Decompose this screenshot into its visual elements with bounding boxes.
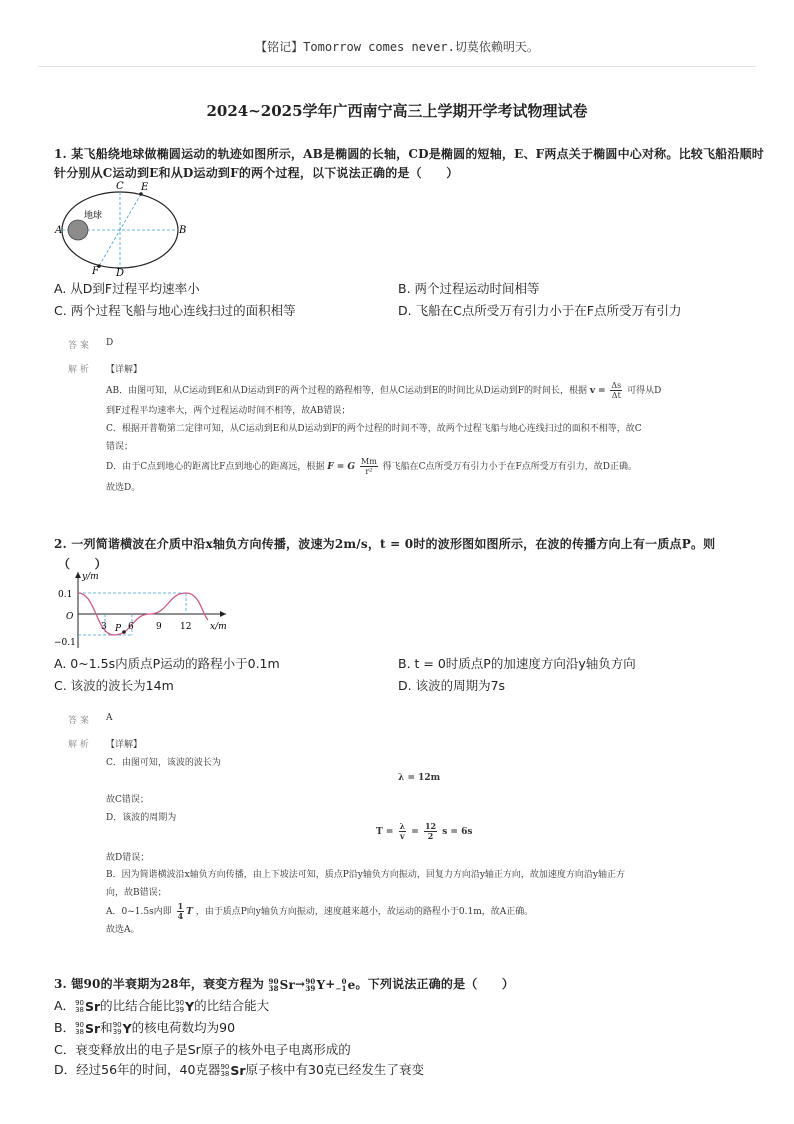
gravity-formula-fraction: $\frac{Mm}{\text{r²}}$ xyxy=(361,457,377,476)
q1-sol-line1: AB．由图可知，从C运动到E和从D运动到F的两个过程的路程相等，但从C运动到E的时间比从D运动到F的时间长，根据 v = $\frac{\Delta s}{\Delta t}$ 可得从D xyxy=(106,381,662,400)
xtick-6: 6 xyxy=(128,622,134,632)
q1-sol-line3: C．根据开普勒第二定律可知，从C运动到E和从D运动到F的两个过程的时间不等，故两个过程飞船与地心连线扫过的面积不相等，故C xyxy=(106,424,642,434)
label-f: F xyxy=(92,266,99,277)
q2-sol-line1: C．由图可知，该波的波长为 xyxy=(106,758,221,768)
gravity-formula-lhs: F = G xyxy=(327,462,356,472)
q1-analysis-label: 解 析 xyxy=(68,365,89,375)
q3-option-c: C．衰变释放出的电子是Sr原子的核外电子电离形成的 xyxy=(54,1042,351,1057)
q2-option-c: C. 该波的波长为14m xyxy=(54,678,174,693)
q1-sol-line1-tail: 可得从D xyxy=(627,386,662,396)
earth-circle xyxy=(68,220,88,240)
q1-detail-tag: 【详解】 xyxy=(106,365,143,375)
q1-sol-line5-tail: 得飞船在C点所受万有引力小于在F点所受万有引力，故D正确。 xyxy=(382,462,638,472)
wave-ylabel: y/m xyxy=(82,572,99,582)
q1-stem-line2: 针分别从C运动到E和从D运动到F的两个过程，以下说法正确的是（ ） xyxy=(54,166,459,180)
label-c: C xyxy=(116,181,124,192)
page-header-motto: 【铭记】Tomorrow comes never.切莫依赖明天。 xyxy=(255,40,539,54)
avg-speed-symbol: v xyxy=(589,386,596,396)
q3-option-a: A． 90 38 Sr 的比结合能比 90 39 Y 的比结合能大 xyxy=(54,998,270,1014)
q3-option-d: D．经过56年的时间，40克器 90 38 Sr 原子核中有30克已经发生了衰变 xyxy=(54,1062,424,1078)
label-d: D xyxy=(116,268,125,278)
q2-wavelength-formula: λ = 12m xyxy=(398,773,441,783)
q1-option-c: C. 两个过程飞船与地心连线扫过的面积相等 xyxy=(54,303,296,318)
q1-answer-label: 答 案 xyxy=(68,341,89,351)
label-b: B xyxy=(179,225,187,236)
ytick-bottom: −0.1 xyxy=(54,638,76,648)
earth-label: 地球 xyxy=(84,211,103,221)
q1-option-a: A. 从D到F过程平均速率小 xyxy=(54,281,200,296)
q1-option-d: D. 飞船在C点所受万有引力小于在F点所受万有引力 xyxy=(398,303,682,318)
xtick-12: 12 xyxy=(180,622,192,632)
q1-sol-line1-text: AB．由图可知，从C运动到E和从D运动到F的两个过程的路程相等，但从C运动到E的时间比从D运动到F的时间长，根据 xyxy=(106,386,587,396)
q2-option-b: B. t = 0时质点P的加速度方向沿y轴负方向 xyxy=(398,656,636,671)
q1-orbit-figure xyxy=(52,178,202,278)
y90-nuclide: 90 39 Y xyxy=(305,976,326,993)
q1-sol-line5-text: D．由于C点到地心的距离比F点到地心的距离远，根据 xyxy=(106,462,325,472)
ytick-top: 0.1 xyxy=(58,590,73,600)
q2-stem-line1: 2. 一列简谐横波在介质中沿x轴负方向传播，波速为2m/s，t = 0时的波形图如图所示，在波的传播方向上有一质点P。则 xyxy=(54,537,716,551)
q2-analysis-label: 解 析 xyxy=(68,740,89,750)
q1-option-b: B. 两个过程运动时间相等 xyxy=(398,281,540,296)
q2-option-d: D. 该波的周期为7s xyxy=(398,678,506,693)
q2-sol-line4: 故D错误； xyxy=(106,853,150,863)
q2-period-formula: T = $\frac{\lambda}{v}$ = $\frac{12}{2}$ s = 6s xyxy=(376,821,473,841)
q2-sol-line5: B．因为简谐横波沿x轴负方向传播，由上下坡法可知，质点P沿y轴负方向振动，回复力方向沿y轴正方向，故加速度方向沿y轴正方 xyxy=(106,870,626,880)
electron-symbol: 0 −1 e xyxy=(335,976,356,993)
xtick-9: 9 xyxy=(156,622,162,632)
header-divider xyxy=(38,66,756,67)
q1-sol-line2: 到F过程平均速率大，两个过程运动时间不相等，故AB错误； xyxy=(106,406,351,416)
q1-sol-line5 xyxy=(106,457,637,476)
q2-sol-line6: 向，故B错误； xyxy=(106,888,167,898)
label-e: E xyxy=(141,182,149,193)
y-axis-arrow xyxy=(75,572,81,578)
avg-speed-fraction: $\frac{\Delta s}{\Delta t}$ xyxy=(611,381,622,400)
q2-sol-line3: D．该波的周期为 xyxy=(106,813,177,823)
q1-stem-line1: 1. 某飞船绕地球做椭圆运动的轨迹如图所示，AB是椭圆的长轴，CD是椭圆的短轴，E、F两点关于椭圆中心对称。比较飞船沿顺时 xyxy=(54,147,764,161)
q2-detail-tag: 【详解】 xyxy=(106,740,143,750)
q2-sol-line2: 故C错误； xyxy=(106,795,149,805)
point-p-label: P xyxy=(115,624,122,634)
q2-stem-line2: （ ） xyxy=(58,557,107,571)
q2-answer-label: 答 案 xyxy=(68,716,89,726)
q2-sol-line8: 故选A。 xyxy=(106,925,140,935)
q2-option-a: A. 0~1.5s内质点P运动的路程小于0.1m xyxy=(54,656,280,671)
xtick-3: 3 xyxy=(101,622,107,632)
q3-stem: 3. 锶90的半衰期为28年，衰变方程为 90 38 Sr → 90 39 Y + 0 −1 e 。下列说法正确的是（ ） xyxy=(54,976,515,993)
q2-wave-figure xyxy=(50,568,240,650)
q2-answer-value: A xyxy=(106,713,113,723)
x-axis-arrow xyxy=(220,611,226,617)
point-p xyxy=(122,630,126,634)
q2-sol-line7: A．0~1.5s内即 $\frac{1}{4}$ T ，由于质点P向y轴负方向振动，速度越来越小，故运动的路程小于0.1m，故A正确。 xyxy=(106,901,534,921)
wave-origin: O xyxy=(66,612,74,622)
q1-sol-line6: 故选D。 xyxy=(106,483,141,493)
q3-option-b: B． 90 38 Sr 和 90 39 Y 的核电荷数均为90 xyxy=(54,1020,236,1036)
q1-answer-value: D xyxy=(106,338,114,348)
wave-xlabel: x/m xyxy=(210,622,227,632)
q1-sol-line4: 错误； xyxy=(106,442,134,452)
page-title: 2024~2025学年广西南宁高三上学期开学考试物理试卷 xyxy=(206,102,588,120)
label-a: A xyxy=(55,225,63,236)
sr90-nuclide: 90 38 Sr xyxy=(268,976,296,993)
